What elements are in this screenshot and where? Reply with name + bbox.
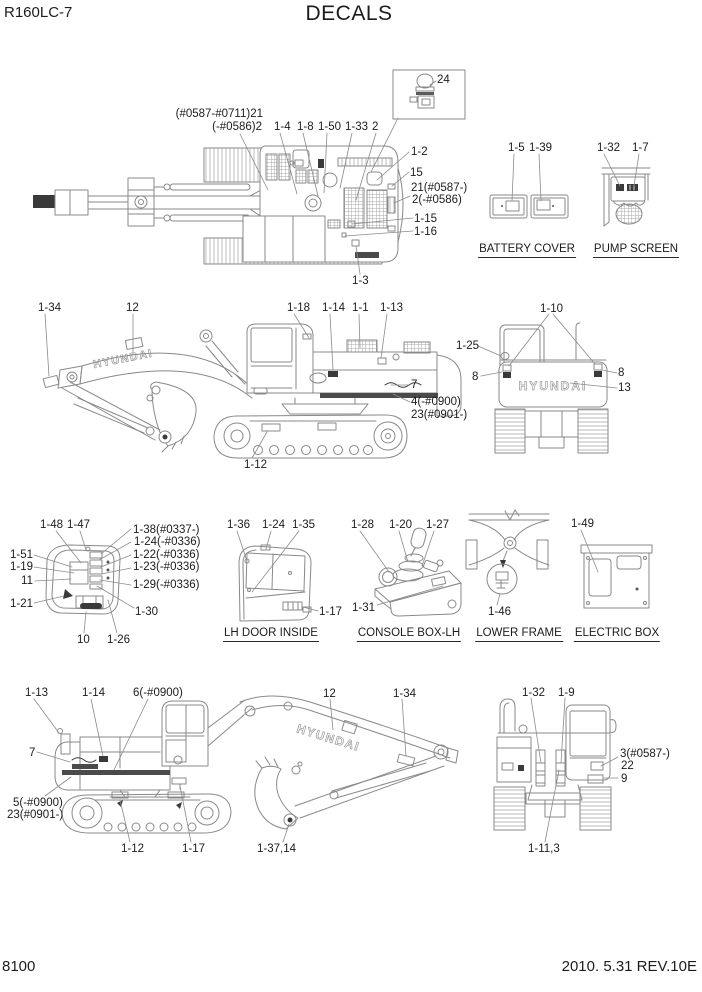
- callout-label: 1-31: [352, 602, 376, 614]
- callout-label: 1-10: [540, 303, 564, 315]
- callout-label: 10: [77, 634, 90, 646]
- air-cleaner-detail-box: [393, 70, 465, 119]
- callout-label: 1-11,3: [528, 843, 560, 855]
- callout-label: 7: [411, 379, 418, 391]
- callout-label: 1-23(-#0336): [133, 561, 200, 573]
- callout-label: 1-12: [121, 843, 145, 855]
- callout-label: 1-39: [529, 142, 553, 154]
- callout-label: (#0587-#0711)21: [175, 108, 263, 120]
- callout-label: 1-21: [9, 598, 33, 610]
- callout-label: 9: [621, 773, 628, 785]
- battery-cover-drawing: [490, 195, 568, 218]
- callout-label: 1-27: [426, 519, 450, 531]
- callout-label: 2: [372, 121, 379, 133]
- callout-label: 1-26: [107, 634, 131, 646]
- callout-label: 1-13: [380, 302, 404, 314]
- console-box-drawing: [375, 527, 461, 616]
- callout-label: 1-34: [38, 302, 62, 314]
- callout-label: 1-36: [227, 519, 251, 531]
- callout-label: 1-17: [182, 843, 206, 855]
- callout-label: 23(#0901-): [7, 809, 64, 821]
- lh-door-drawing: [239, 545, 311, 621]
- callout-label: 1-47: [67, 519, 91, 531]
- callout-label: 1-3: [352, 275, 369, 287]
- callout-label: 1-5: [508, 142, 525, 154]
- callout-label: 1-14: [322, 302, 346, 314]
- callout-label: 24: [437, 74, 450, 86]
- callout-label: 1-46: [488, 606, 512, 618]
- callout-label: 1-34: [393, 688, 417, 700]
- revision-date: 2010. 5.31 REV.10E: [561, 958, 697, 975]
- callout-label: 1-12: [244, 459, 268, 471]
- callout-label: 22: [621, 760, 634, 772]
- callout-label: 1-20: [389, 519, 413, 531]
- callout-label: 3(#0587-): [620, 748, 670, 760]
- electric-box-drawing: [581, 545, 652, 608]
- callout-label: 21(#0587-): [411, 182, 468, 194]
- callout-label: 1-24(-#0336): [134, 536, 201, 548]
- callout-label: 1-38(#0337-): [133, 524, 200, 536]
- callout-label: 15: [410, 167, 423, 179]
- callout-label: 1-25: [456, 340, 480, 352]
- callout-label: 12: [126, 302, 139, 314]
- callout-label: (-#0586)2: [212, 121, 262, 133]
- callout-label: 1-18: [287, 302, 311, 314]
- callout-label: 1-9: [558, 687, 575, 699]
- top-view-drawing: [33, 146, 403, 264]
- section-title-pump-screen: PUMP SCREEN: [593, 243, 679, 258]
- callout-label: 1-16: [414, 226, 438, 238]
- section-title-console-box-lh: CONSOLE BOX-LH: [357, 627, 461, 642]
- front-view-drawing: [494, 699, 616, 830]
- callout-label: 1-33: [345, 121, 369, 133]
- callout-label: 4(-#0900): [411, 396, 461, 408]
- callout-label: 1-32: [597, 142, 621, 154]
- callout-label: 2(-#0586): [412, 194, 462, 206]
- svg-text:HYUNDAI: HYUNDAI: [92, 347, 155, 371]
- section-title-lh-door-inside: LH DOOR INSIDE: [223, 627, 319, 642]
- callout-label: 1-13: [25, 687, 49, 699]
- callout-label: 23(#0901-): [411, 409, 468, 421]
- model-code: R160LC-7: [4, 4, 73, 21]
- side-view-2-drawing: [55, 696, 458, 833]
- callout-label: 1-15: [414, 213, 438, 225]
- callout-label: 1-28: [351, 519, 375, 531]
- callout-label: 1-49: [571, 518, 595, 530]
- section-title-electric-box: ELECTRIC BOX: [574, 627, 660, 642]
- svg-text:HYUNDAI: HYUNDAI: [518, 379, 588, 393]
- callout-label: 8: [618, 367, 625, 379]
- side-view-drawing: [43, 324, 461, 458]
- callout-label: 1-4: [274, 121, 291, 133]
- page-number: 8100: [2, 958, 36, 975]
- section-title-battery-cover: BATTERY COVER: [478, 243, 576, 258]
- callout-label: 1-22(-#0336): [133, 549, 200, 561]
- callout-label: 1-1: [352, 302, 369, 314]
- callout-label: 1-30: [135, 606, 159, 618]
- callout-label: 1-48: [40, 519, 64, 531]
- callout-label: 1-8: [297, 121, 314, 133]
- callout-label: 1-2: [411, 146, 428, 158]
- callout-label: 1-50: [318, 121, 342, 133]
- section-title-lower-frame: LOWER FRAME: [475, 627, 563, 642]
- callout-label: 1-19: [9, 561, 33, 573]
- callout-label: 1-32: [522, 687, 546, 699]
- callout-label: 8: [472, 371, 479, 383]
- callout-label: 11: [21, 575, 33, 587]
- callout-label: 1-37,14: [257, 843, 297, 855]
- page-title: DECALS: [305, 2, 393, 25]
- callout-label: 1-24: [262, 519, 286, 531]
- callout-label: 7: [29, 747, 36, 759]
- callout-label: 1-51: [9, 549, 33, 561]
- callout-label: 1-7: [632, 142, 649, 154]
- pump-screen-drawing: [602, 168, 650, 226]
- rear-view-drawing: [495, 323, 608, 453]
- callout-label: 1-14: [82, 687, 106, 699]
- callout-label: 5(-#0900): [13, 797, 63, 809]
- callout-label: 1-29(-#0336): [133, 579, 200, 591]
- callout-label: 1-17: [319, 606, 343, 618]
- lower-frame-drawing: [466, 510, 549, 594]
- callout-label: 1-35: [292, 519, 316, 531]
- svg-text:HYUNDAI: HYUNDAI: [295, 721, 362, 754]
- callout-label: 13: [618, 382, 631, 394]
- callout-label: 6(-#0900): [133, 687, 183, 699]
- callout-label: 12: [323, 688, 336, 700]
